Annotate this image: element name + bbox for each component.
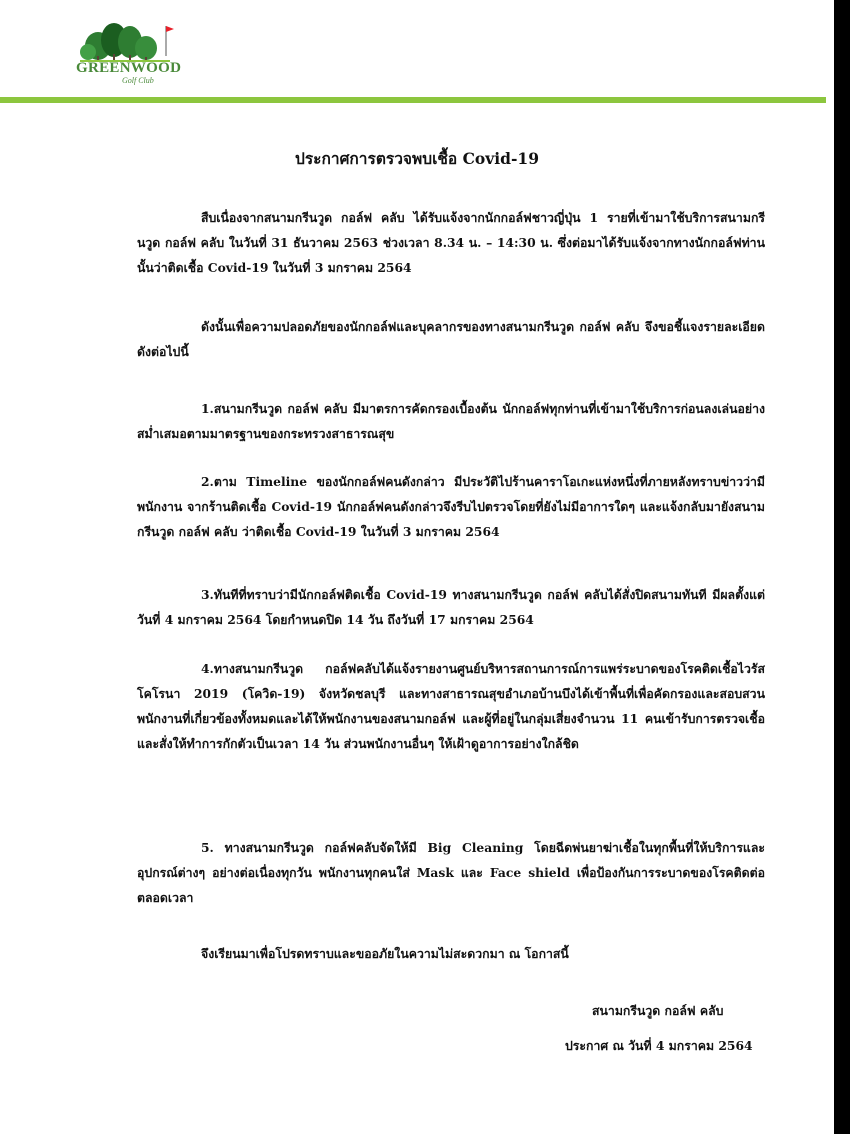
paragraph-item-4: 4.ทางสนามกรีนวูด กอล์ฟคลับได้แจ้งรายงานศูนย์บริหารสถานการณ์การแพร่ระบาดของโรคติดเชื้อไวรัสโคโรนา 2019 (โควิด-19) จังหวัดชลบุรี และทางสาธารณสุขอำเภอบ้านบึงได้เข้าพื้นที่เพื่อคัดกรองและสอบสวนพนักงานที่เกี่ยวข้องทั้งหมดและได้ให้พนักงานของสนามกอล์ฟ และผู้ที่อยู่ในกลุ่มเสี่ยงจำนวน 11 คนเข้ารับการตรวจเชื้อและสั่งให้ทำการกักตัวเป็นเวลา 14 วัน ส่วนพนักงานอื่นๆ ให้เฝ้าดูอาการอย่างใกล้ชิด [137, 661, 765, 751]
logo-name: GREENWOOD [76, 60, 182, 76]
screen-edge [834, 0, 850, 1134]
paragraph-purpose: ดังนั้นเพื่อความปลอดภัยของนักกอล์ฟและบุคลากรของทางสนามกรีนวูด กอล์ฟ คลับ จึงขอชี้แจงรายละเอียด ดังต่อไปนี้ [137, 319, 765, 359]
document-title: ประกาศการตรวจพบเชื้อ Covid-19 [295, 149, 539, 168]
paragraph-item-3: 3.ทันทีที่ทราบว่ามีนักกอล์ฟติดเชื้อ Covid-19 ทางสนามกรีนวูด กอล์ฟ คลับได้สั่งปิดสนามทันที มีผลตั้งแต่วันที่ 4 มกราคม 2564 โดยกำหนดปิด 14 วัน ถึงวันที่ 17 มกราคม 2564 [137, 587, 765, 627]
paragraph-item-2: 2.ตาม Timeline ของนักกอล์ฟคนดังกล่าว มีประวัติไปร้านคาราโอเกะแห่งหนึ่งที่ภายหลังทราบข่าวว่ามีพนักงาน จากร้านติดเชื้อ Covid-19 นักกอล์ฟคนดังกล่าวจึงรีบไปตรวจโดยที่ยังไม่มีอาการใดๆ และแจ้งกลับมายังสนามกรีนวูด กอล์ฟ คลับ ว่าติดเชื้อ Covid-19 ในวันที่ 3 มกราคม 2564 [137, 474, 765, 539]
paragraph-intro: สืบเนื่องจากสนามกรีนวูด กอล์ฟ คลับ ได้รับแจ้งจากนักกอล์ฟชาวญี่ปุ่น 1 รายที่เข้ามาใช้บริการสนามกรีนวูด กอล์ฟ คลับ ในวันที่ 31 ธันวาคม 2563 ช่วงเวลา 8.34 น. – 14:30 น. ซึ่งต่อมาได้รับแจ้งจากทางนักกอล์ฟท่านนั้นว่าติดเชื้อ Covid-19 ในวันที่ 3 มกราคม 2564 [137, 210, 765, 275]
paragraph-closing: จึงเรียนมาเพื่อโปรดทราบและขออภัยในความไม่สะดวกมา ณ โอกาสนี้ [201, 946, 569, 961]
logo-subtitle: Golf Club [122, 76, 154, 85]
signature-date: ประกาศ ณ วันที่ 4 มกราคม 2564 [565, 1038, 753, 1053]
paragraph-item-5: 5. ทางสนามกรีนวูด กอล์ฟคลับจัดให้มี Big Cleaning โดยฉีดพ่นยาฆ่าเชื้อในทุกพื้นที่ให้บริการและอุปกรณ์ต่างๆ อย่างต่อเนื่องทุกวัน พนักงานทุกคนใส่ Mask และ Face shield เพื่อป้องกันการระบาดของโรคติดต่อตลอดเวลา [137, 840, 765, 905]
signature-organization: สนามกรีนวูด กอล์ฟ คลับ [592, 1003, 724, 1018]
header-divider [0, 97, 826, 103]
paragraph-item-1: 1.สนามกรีนวูด กอล์ฟ คลับ มีมาตรการคัดกรองเบื้องต้น นักกอล์ฟทุกท่านที่เข้ามาใช้บริการก่อนลงเล่นอย่างสม่ำเสมอตามมาตรฐานของกระทรวงสาธารณสุข [137, 401, 765, 441]
